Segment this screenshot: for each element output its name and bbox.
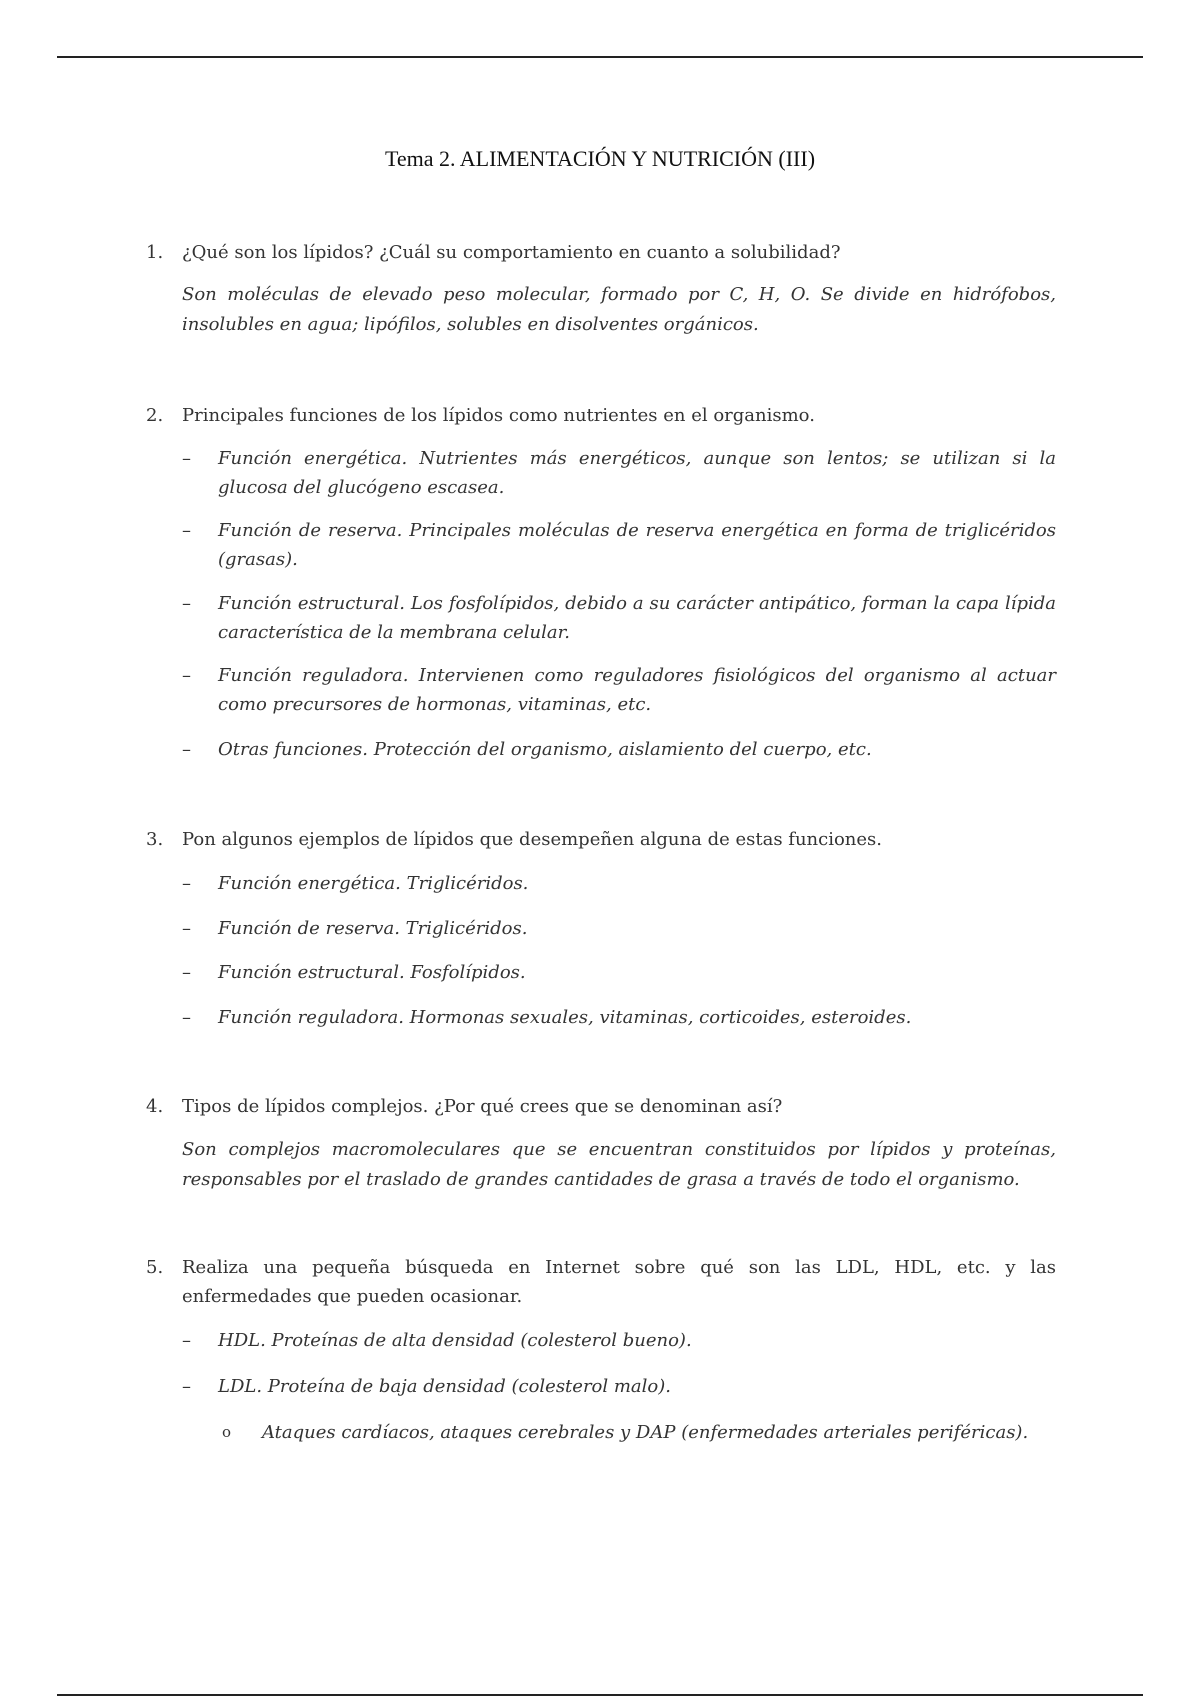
question-text: Pon algunos ejemplos de lípidos que desempeñen alguna de estas funciones. (182, 829, 883, 850)
question-number: 5. (146, 1257, 164, 1278)
list-item: HDL. Proteínas de alta densidad (colesterol bueno). (218, 1330, 692, 1351)
dash-bullet: – (182, 665, 191, 686)
page-title: Tema 2. ALIMENTACIÓN Y NUTRICIÓN (III) (384, 146, 816, 171)
dash-bullet: – (182, 873, 191, 894)
question-1 (146, 238, 1056, 267)
sub-list-item: Ataques cardíacos, ataques cerebrales y DAP (enfermedades arteriales periféricas). (262, 1422, 1029, 1443)
dash-bullet: – (182, 520, 191, 541)
list-item: Función de reserva. Triglicéridos. (218, 918, 528, 939)
question-4 (146, 1092, 1056, 1121)
circle-bullet: o (222, 1423, 232, 1441)
dash-bullet: – (182, 1330, 191, 1351)
list-item: LDL. Proteína de baja densidad (colesterol malo). (218, 1376, 671, 1397)
question-number: 2. (146, 405, 164, 426)
question-number: 3. (146, 829, 164, 850)
dash-bullet: – (182, 1007, 191, 1028)
answer-4: Son complejos macromoleculares que se encuentran constituidos por lípidos y proteínas, responsables por el traslado de grandes cantidades de grasa a través de todo el organismo. (182, 1139, 1056, 1190)
question-number: 4. (146, 1096, 164, 1117)
list-item: Función reguladora. Hormonas sexuales, vitaminas, corticoides, esteroides. (218, 1007, 912, 1028)
dash-bullet: – (182, 962, 191, 983)
answer-1: Son moléculas de elevado peso molecular, formado por C, H, O. Se divide en hidrófobos, insolubles en agua; lipófilos, solubles en disolventes orgánicos. (182, 284, 1056, 335)
question-2 (146, 401, 1056, 430)
list-item: Función de reserva. Principales moléculas de reserva energética en forma de triglicéridos (grasas). (218, 520, 1056, 570)
dash-bullet: – (182, 739, 191, 760)
question-5 (146, 1253, 1056, 1311)
dash-bullet: – (182, 1376, 191, 1397)
list-item: Función estructural. Los fosfolípidos, debido a su carácter antipático, forman la capa lípida característica de la membrana celular. (218, 593, 1056, 643)
question-text: Tipos de lípidos complejos. ¿Por qué crees que se denominan así? (182, 1096, 783, 1117)
question-text: Realiza una pequeña búsqueda en Internet sobre qué son las LDL, HDL, etc. y las enfermedades que pueden ocasionar. (182, 1257, 1056, 1307)
question-text: Principales funciones de los lípidos como nutrientes en el organismo. (182, 405, 815, 426)
list-item: Función energética. Triglicéridos. (218, 873, 529, 894)
question-3 (146, 825, 1056, 854)
top-rule (57, 56, 1143, 58)
dash-bullet: – (182, 918, 191, 939)
list-item: Función estructural. Fosfolípidos. (218, 962, 526, 983)
bottom-rule (57, 1694, 1143, 1696)
dash-bullet: – (182, 593, 191, 614)
question-text: ¿Qué son los lípidos? ¿Cuál su comportamiento en cuanto a solubilidad? (182, 242, 841, 263)
question-number: 1. (146, 242, 164, 263)
list-item: Función energética. Nutrientes más energéticos, aunque son lentos; se utilizan si la glucosa del glucógeno escasea. (218, 448, 1056, 498)
list-item: Otras funciones. Protección del organismo, aislamiento del cuerpo, etc. (218, 739, 872, 760)
list-item: Función reguladora. Intervienen como reguladores fisiológicos del organismo al actuar como precursores de hormonas, vitaminas, etc. (218, 665, 1056, 715)
dash-bullet: – (182, 448, 191, 469)
